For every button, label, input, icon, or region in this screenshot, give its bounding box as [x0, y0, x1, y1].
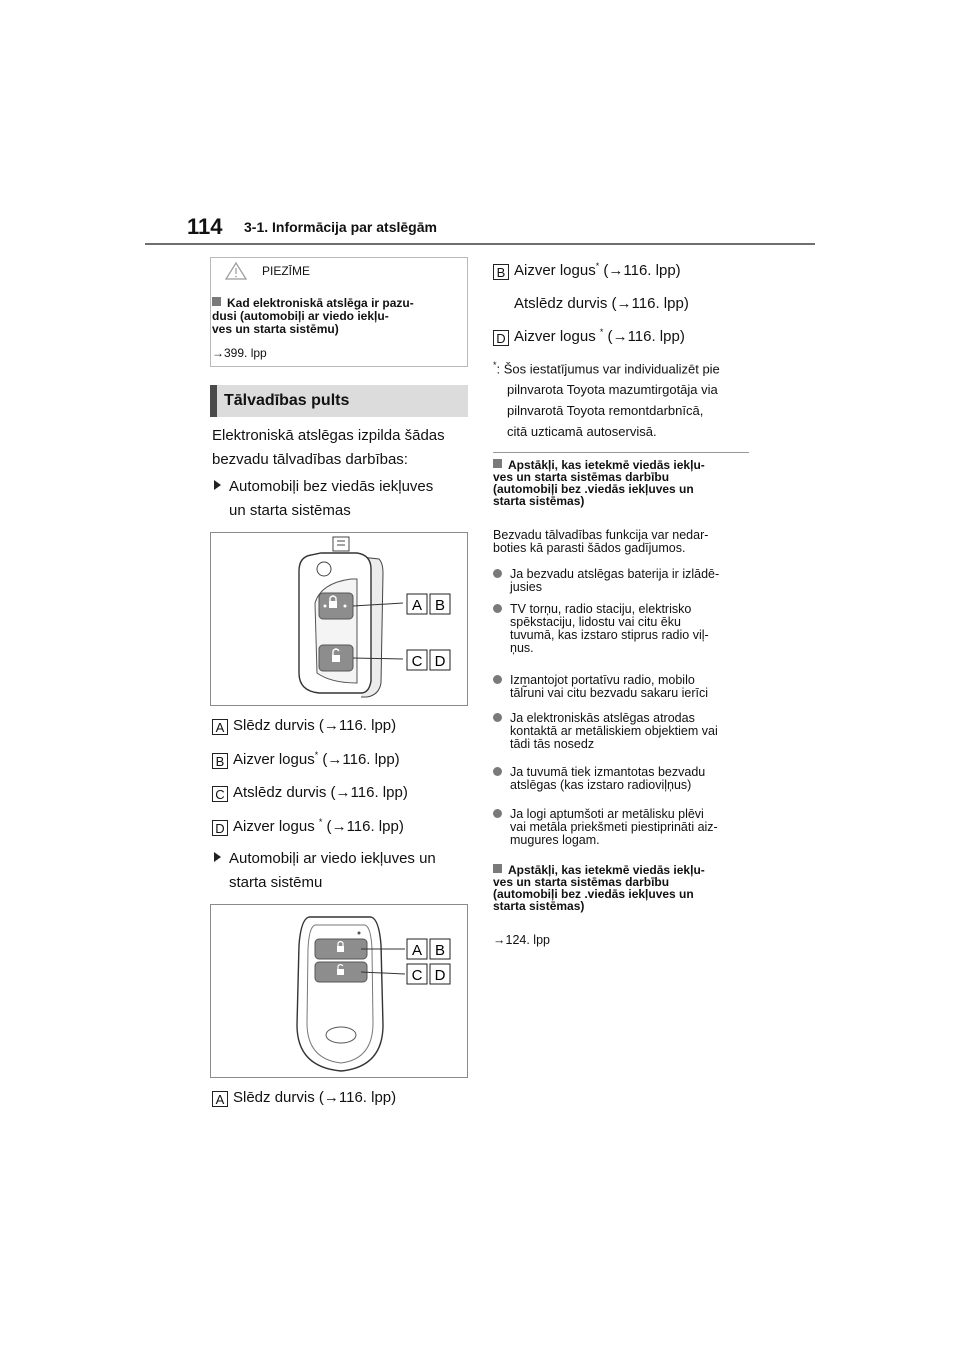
conditions1-intro: Bezvadu tālvadības funkcija var nedar- boties kā parasti šādos gadījumos. — [493, 528, 709, 555]
note-heading: Kad elektroniskā atslēga ir pazu- dusi (automobiļi ar viedo iekļu- ves un starta sistēmu) — [212, 296, 414, 336]
fig1-label-d: D — [434, 653, 446, 670]
footnote: *: Šos iestatījumus var individualizēt pie pilnvarota Toyota mazumtirgotāja via pilnvarotā Toyota remontdarbnīcā, citā uzticamā autoservisā. — [493, 360, 720, 440]
conditions2-reference: →124. lpp — [493, 933, 550, 947]
bullet-dot-icon — [493, 675, 502, 684]
bullet-dot-icon — [493, 767, 502, 776]
conditions1-bullet-5: Ja tuvumā tiek izmantotas bezvadu atslēgas (kas izstaro radioviļņus) — [493, 766, 755, 792]
bullet-dot-icon — [493, 713, 502, 722]
fig1-label-a: A — [411, 597, 423, 614]
square-bullet-icon — [493, 459, 502, 468]
triangle-bullet-icon — [214, 852, 221, 862]
conditions1-bullet-2: TV torņu, radio staciju, elektrisko spēkstaciju, lidostu vai citu ēku tuvumā, kas izstaro stiprus radio viļ- ņus. — [493, 603, 755, 655]
section-heading: Tālvadības pults — [210, 385, 468, 417]
fig2-label-a: A — [411, 942, 423, 959]
note-label: PIEZĪME — [262, 264, 311, 278]
page-number: 114 — [187, 214, 223, 239]
bullet-dot-icon — [493, 604, 502, 613]
conditions1-bullet-3: Izmantojot portatīvu radio, mobilo tālr̃uni vai citu bezvadu sakaru ierīci — [493, 674, 755, 700]
group2-item-a: A Slēdz durvis (→116. lpp) — [212, 1089, 396, 1107]
fig1-label-b: B — [434, 597, 446, 614]
divider — [493, 452, 749, 453]
conditions1-bullet-4: Ja elektroniskās atslēgas atrodas kontaktā ar metāliskiem objektiem vai tādi tās nosedz — [493, 712, 755, 751]
smart-key-illustration — [211, 905, 467, 1077]
group1-item-d: D Aizver logus * (→116. lpp) — [212, 817, 404, 836]
conditions2-heading: Apstākļi, kas ietekmē viedās iekļu- ves un starta sistēmas darbību (automobiļi bez .viedās iekļuves un starta sistēmas) — [493, 863, 705, 913]
conditions1-bullet-6: Ja logi aptumšoti ar metālisku plēvi vai metāla priekšmeti piestiprināti aiz- mugures logam. — [493, 808, 755, 847]
bullet-dot-icon — [493, 569, 502, 578]
right-item-c: Atslēdz durvis (→116. lpp) — [514, 295, 689, 312]
section-title: 3-1. Informācija par atslēgām — [244, 219, 437, 235]
section-intro: Elektroniskā atslēgas izpilda šādas bezvadu tālvadības darbības: — [212, 427, 445, 468]
warning-triangle-icon — [225, 262, 247, 280]
bullet-dot-icon — [493, 809, 502, 818]
right-item-b: B Aizver logus* (→116. lpp) — [493, 261, 681, 280]
group1-item-c: C Atslēdz durvis (→116. lpp) — [212, 784, 408, 802]
group1-title: Automobiļi bez viedās iekļuves un starta sistēmas — [214, 475, 470, 523]
square-bullet-icon — [493, 864, 502, 873]
note-reference: →399. lpp — [212, 346, 267, 360]
triangle-bullet-icon — [214, 480, 221, 490]
arrow-icon: → — [212, 346, 224, 360]
fig2-label-d: D — [434, 967, 446, 984]
group1-item-b: B Aizver logus* (→116. lpp) — [212, 750, 400, 769]
conditions1-heading: Apstākļi, kas ietekmē viedās iekļu- ves un starta sistēmas darbību (automobiļi bez .viedās iekļuves un starta sistēmas) — [493, 458, 705, 508]
right-item-d: D Aizver logus * (→116. lpp) — [493, 327, 685, 346]
fig2-label-c: C — [411, 967, 423, 984]
group1-item-a: A Slēdz durvis (→116. lpp) — [212, 717, 396, 735]
figure-smart-key — [210, 904, 468, 1078]
fig1-label-c: C — [411, 653, 423, 670]
figure-flip-key — [210, 532, 468, 706]
group2-title: Automobiļi ar viedo iekļuves un starta sistēmu — [214, 847, 470, 895]
header-rule — [145, 243, 815, 245]
flip-key-illustration — [211, 533, 467, 705]
square-bullet-icon — [212, 297, 221, 306]
fig2-label-b: B — [434, 942, 446, 959]
conditions1-bullet-1: Ja bezvadu atslēgas baterija ir izlādē- jusies — [493, 568, 755, 594]
